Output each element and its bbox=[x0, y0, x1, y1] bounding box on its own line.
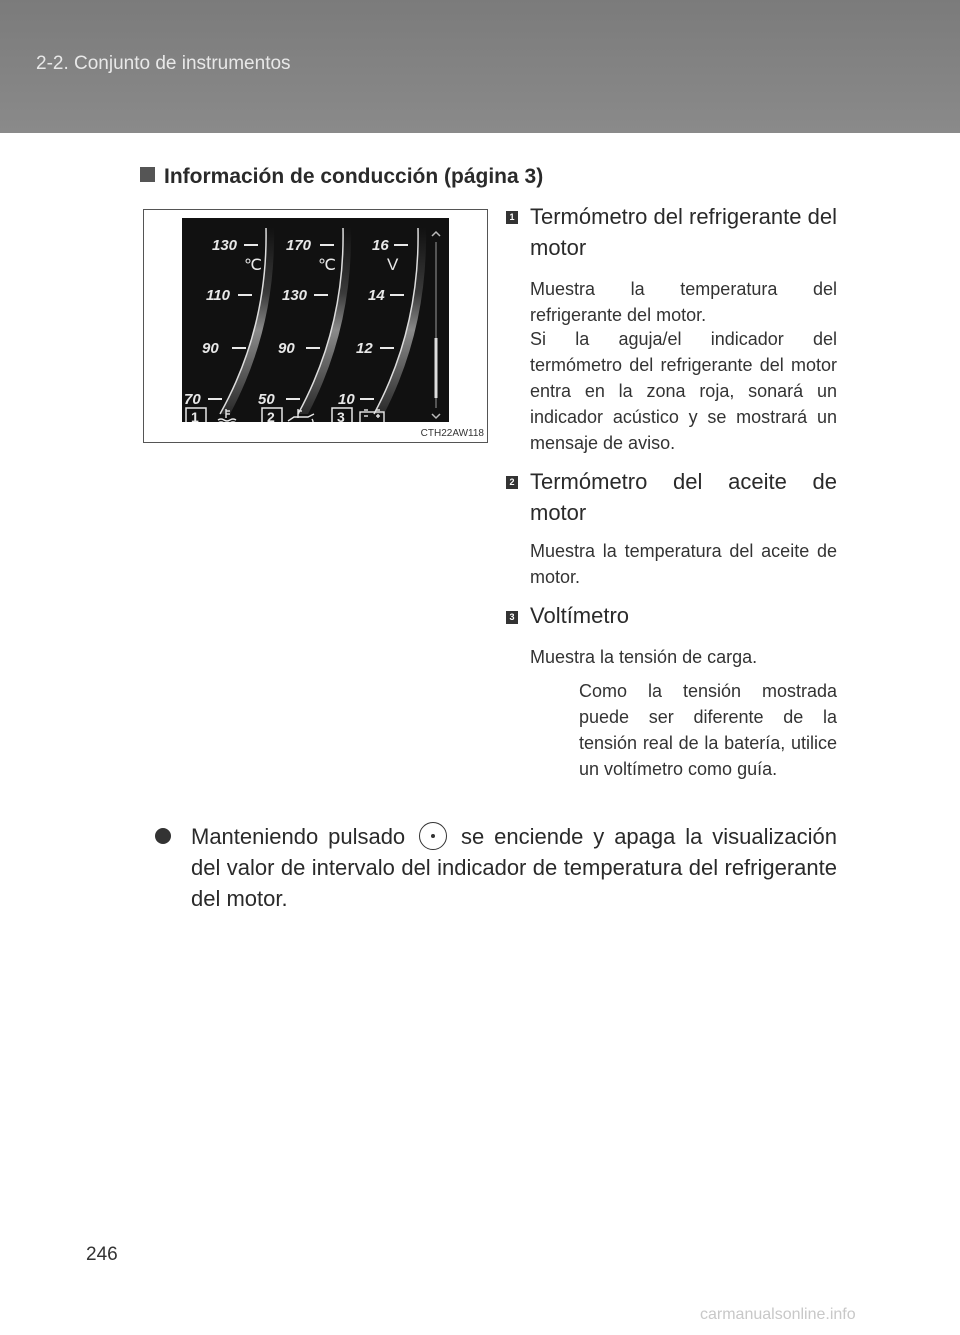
header-section-title: 2-2. Conjunto de instrumentos bbox=[36, 53, 291, 74]
gauge-1-ticks bbox=[184, 237, 262, 408]
battery-icon bbox=[360, 410, 384, 422]
item-1-description: Muestra la temperatura del refrigerante del motor. bbox=[530, 279, 837, 325]
gauge-3-tick-4: 10 bbox=[338, 391, 355, 408]
item-1-badge: 1 bbox=[506, 211, 518, 224]
gauge-1-tick-3: 90 bbox=[202, 340, 219, 357]
gauge-2-tick-4: 50 bbox=[258, 391, 275, 408]
gauge-1-tick-4: 70 bbox=[184, 391, 201, 408]
bullet-dot-icon bbox=[155, 828, 171, 844]
gauge-2-tick-2: 130 bbox=[282, 287, 308, 304]
section-title bbox=[140, 165, 543, 189]
bullet-text-before: Manteniendo pulsado bbox=[191, 824, 406, 849]
gauge-3-unit: V bbox=[387, 255, 399, 274]
item-3-description: Muestra la tensión de carga. bbox=[530, 647, 758, 667]
gauge-2-label: 2 bbox=[267, 409, 275, 422]
gauge-1-label: 1 bbox=[191, 409, 199, 422]
gauge-display-svg bbox=[182, 218, 449, 422]
item-2-description: Muestra la temperatura del aceite de motor. bbox=[530, 541, 837, 587]
coolant-temp-icon bbox=[218, 409, 236, 422]
scroll-down-icon bbox=[432, 414, 440, 418]
gauge-1-unit: ℃ bbox=[244, 257, 262, 274]
gauge-2-unit: ℃ bbox=[318, 257, 336, 274]
item-3-note: Como la tensión mostrada puede ser diferente de la tensión real de la batería, utilice un voltímetro como guía. bbox=[579, 681, 837, 779]
bullet-text-after: se enciende y apaga la visualización del valor de intervalo del indicador de temperatura del refrigerante del motor. bbox=[191, 824, 838, 911]
item-2-badge: 2 bbox=[506, 476, 518, 489]
oil-temp-icon bbox=[288, 409, 314, 422]
item-3-title: Voltímetro bbox=[530, 603, 630, 628]
square-bullet-icon bbox=[140, 167, 155, 182]
gauge-1-tick-2: 110 bbox=[206, 287, 230, 304]
page-header bbox=[0, 0, 960, 133]
gauge-labels bbox=[186, 408, 352, 422]
page-number: 246 bbox=[86, 1244, 118, 1265]
figure-code: CTH22AW118 bbox=[420, 428, 484, 439]
item-1-description-2: Si la aguja/el indicador del termómetro del refrigerante del motor entra en la zona roja, sonará un indicador acústico y se mostrará un mensaje de aviso. bbox=[530, 329, 837, 453]
scroll-up-icon bbox=[432, 232, 440, 236]
item-2-title: Termómetro del aceite de motor bbox=[530, 469, 837, 525]
meter-control-button-icon bbox=[419, 822, 447, 850]
gauge-figure bbox=[143, 209, 488, 443]
gauge-display-panel bbox=[182, 218, 449, 422]
gauge-3-label: 3 bbox=[337, 409, 345, 422]
section-title-text: Información de conducción (página 3) bbox=[164, 165, 544, 188]
gauge-3-tick-3: 12 bbox=[356, 340, 373, 357]
gauge-3-tick-2: 14 bbox=[368, 287, 385, 304]
gauge-2-tick-1: 170 bbox=[286, 237, 312, 254]
scrollbar bbox=[432, 232, 440, 418]
bullet-paragraph bbox=[191, 821, 837, 914]
gauge-1-tick-1: 130 bbox=[212, 237, 238, 254]
gauge-3-tick-1: 16 bbox=[372, 237, 389, 254]
item-3-badge: 3 bbox=[506, 611, 518, 624]
gauge-2-tick-3: 90 bbox=[278, 340, 295, 357]
item-1-title: Termómetro del refrigerante del motor bbox=[530, 204, 837, 260]
watermark: carmanualsonline.info bbox=[700, 1306, 856, 1323]
